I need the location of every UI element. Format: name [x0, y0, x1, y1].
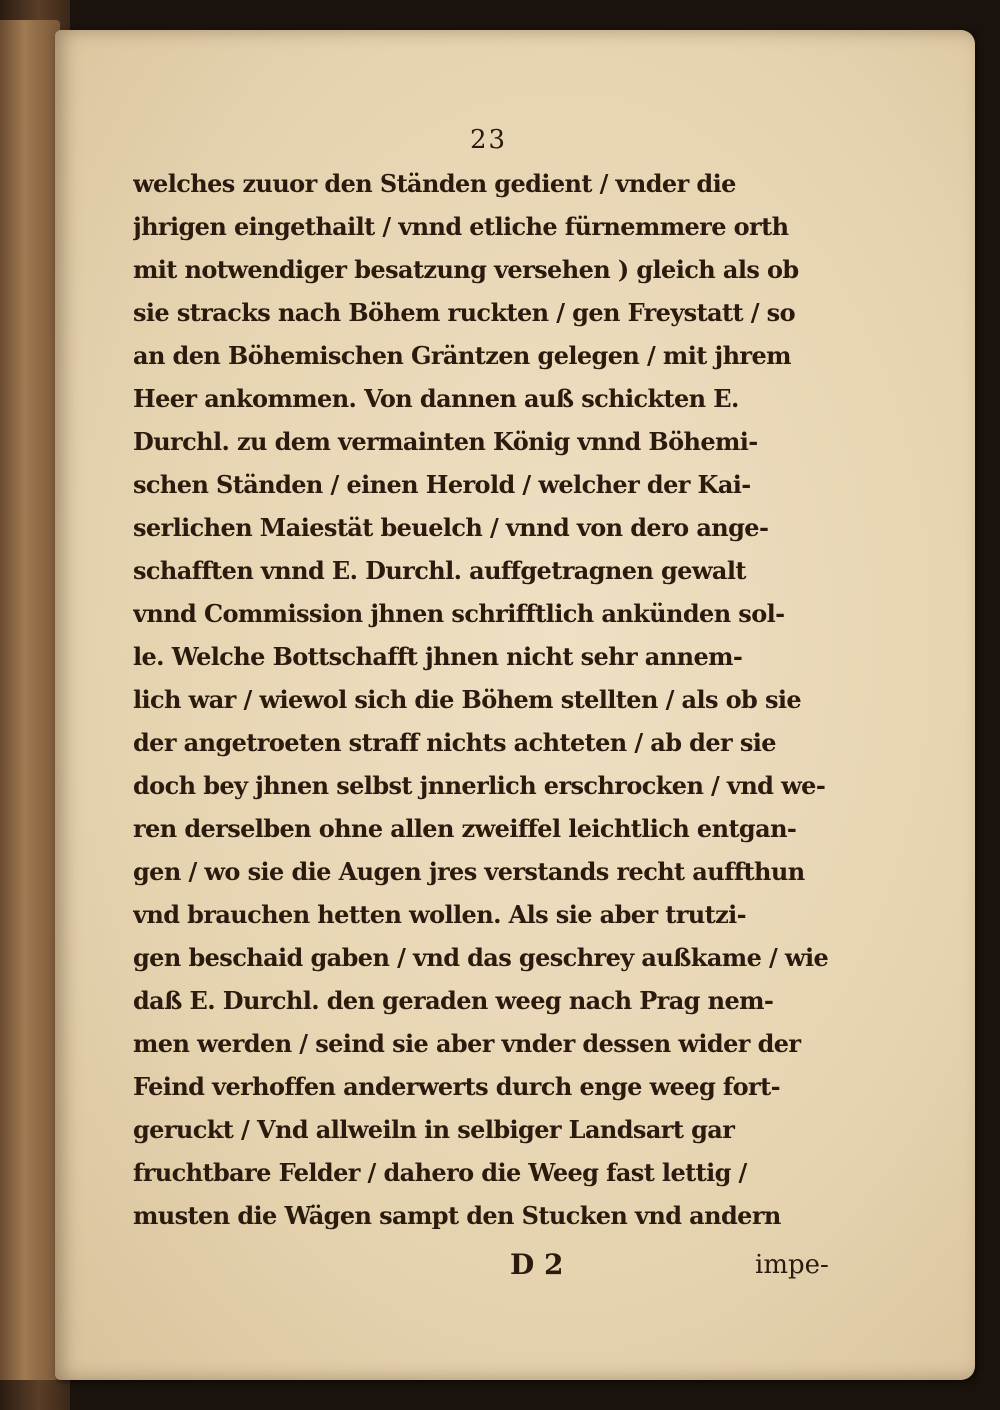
text-line: Feind verhoffen anderwerts durch enge weeg fort-	[133, 1072, 780, 1101]
text-line: lich war / wiewol sich die Böhem stellten / als ob sie	[133, 685, 802, 714]
text-line: ren derselben ohne allen zweiffel leichtlich entgan-	[133, 814, 797, 843]
text-line: vnnd Commission jhnen schrifftlich ankünden sol-	[133, 599, 785, 628]
text-line: fruchtbare Felder / dahero die Weeg fast lettig /	[133, 1158, 747, 1187]
text-line: an den Böhemischen Gräntzen gelegen / mit jhrem	[133, 341, 791, 370]
text-line: Heer ankommen. Von dannen auß schickten E.	[133, 384, 739, 413]
text-line: jhrigen eingethailt / vnnd etliche fürnemmere orth	[133, 212, 789, 241]
book-cover-edge	[0, 20, 60, 1380]
text-line: le. Welche Bottschafft jhnen nicht sehr annem-	[133, 642, 743, 671]
body-text	[133, 162, 853, 1237]
text-line: daß E. Durchl. den geraden weeg nach Prag nem-	[133, 986, 774, 1015]
text-line: geruckt / Vnd allweiln in selbiger Landsart gar	[133, 1115, 735, 1144]
page-number: 23	[470, 125, 508, 155]
text-line: vnd brauchen hetten wollen. Als sie aber trutzi-	[133, 900, 747, 929]
text-line: mit notwendiger besatzung versehen ) gleich als ob	[133, 255, 799, 284]
text-line: gen / wo sie die Augen jres verstands recht auffthun	[133, 857, 805, 886]
text-line: der angetroeten straff nichts achteten / ab der sie	[133, 728, 776, 757]
catchword: impe-	[755, 1250, 829, 1280]
text-line: men werden / seind sie aber vnder dessen wider der	[133, 1029, 801, 1058]
text-line: schen Ständen / einen Herold / welcher der Kai-	[133, 470, 751, 499]
text-line: welches zuuor den Ständen gedient / vnder die	[133, 169, 736, 198]
text-line: gen beschaid gaben / vnd das geschrey außkame / wie	[133, 943, 829, 972]
text-line: doch bey jhnen selbst jnnerlich erschrocken / vnd we-	[133, 771, 826, 800]
text-line: sie stracks nach Böhem ruckten / gen Freystatt / so	[133, 298, 796, 327]
book-page	[55, 30, 975, 1380]
text-line: musten die Wägen sampt den Stucken vnd andern	[133, 1201, 781, 1230]
text-line: schafften vnnd E. Durchl. auffgetragnen gewalt	[133, 556, 746, 585]
signature-mark: D 2	[510, 1248, 564, 1281]
text-line: Durchl. zu dem vermainten König vnnd Böhemi-	[133, 427, 758, 456]
text-line: serlichen Maiestät beuelch / vnnd von dero ange-	[133, 513, 769, 542]
